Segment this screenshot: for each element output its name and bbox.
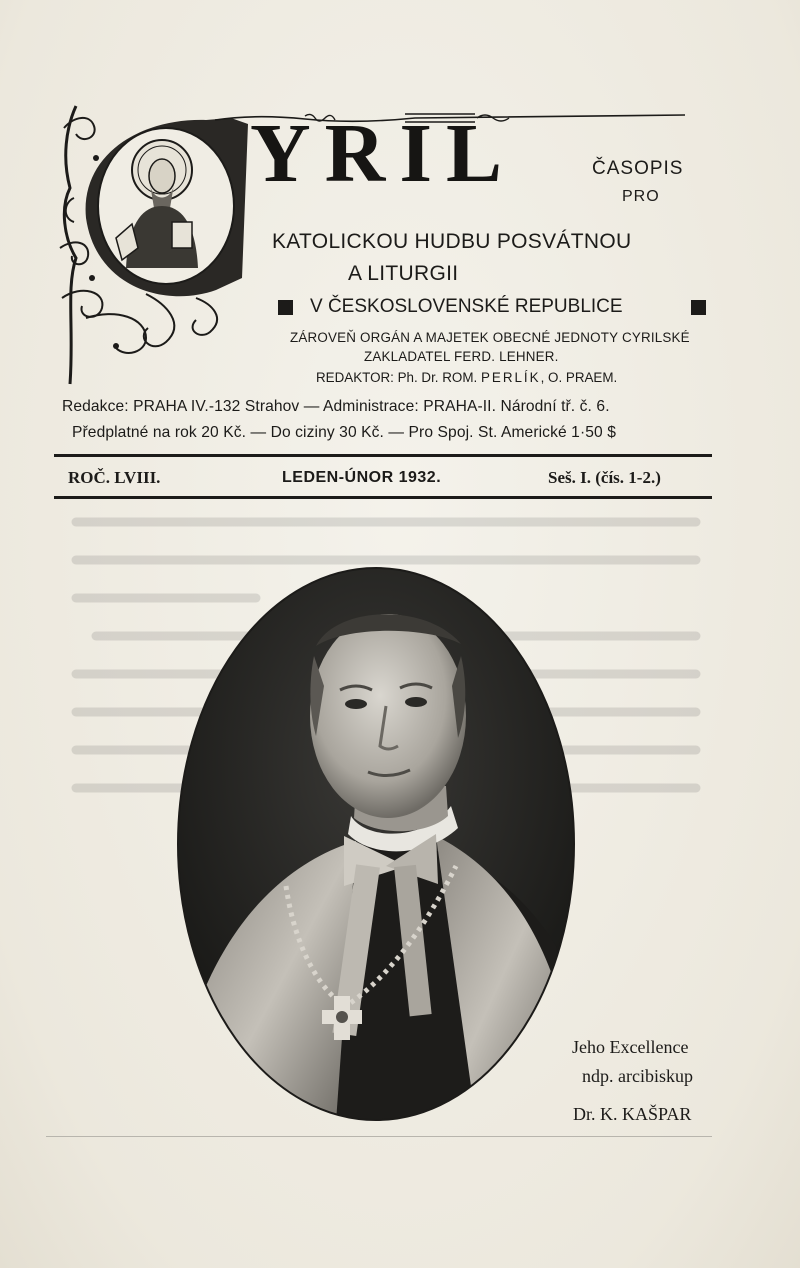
caption-line-1: Jeho Excellence [572, 1037, 689, 1057]
issue-number: Seš. I. (čís. 1-2.) [548, 468, 661, 487]
archbishop-portrait [176, 566, 576, 1122]
organ-line-2: ZAKLADATEL FERD. LEHNER. [364, 349, 559, 364]
organ-line-1: ZÁROVEŇ ORGÁN A MAJETEK OBECNÉ JEDNOTY CYRILSKÉ [290, 330, 690, 345]
caption-line-2: ndp. arcibiskup [582, 1066, 693, 1086]
editor-line [316, 370, 617, 385]
pro-label: PRO [622, 188, 660, 205]
square-bullet-icon [278, 300, 293, 315]
ornamental-initial-c-icon [56, 98, 256, 388]
square-bullet-icon [691, 300, 706, 315]
subscription-line: Předplatné na rok 20 Kč. — Do ciziny 30 Kč. — Pro Spoj. St. Americké 1·50 $ [72, 424, 616, 441]
editor-suffix: , O. PRAEM. [540, 370, 618, 385]
subtitle-line-2: A LITURGII [348, 262, 459, 285]
magazine-title: YRIL [250, 107, 517, 200]
casopis-label: ČASOPIS [592, 158, 684, 179]
divider [54, 496, 712, 499]
republic-text: V ČESKOSLOVENSKÉ REPUBLICE [310, 296, 623, 317]
bottom-divider [46, 1136, 712, 1137]
caption-name: Dr. K. KAŠPAR [573, 1104, 692, 1124]
volume-number: ROČ. LVIII. [68, 468, 161, 487]
address-line: Redakce: PRAHA IV.-132 Strahov — Administrace: PRAHA-II. Národní tř. č. 6. [62, 398, 610, 415]
issue-date: LEDEN-ÚNOR 1932. [282, 469, 442, 486]
editor-name: PERLÍK [480, 370, 541, 385]
issue-info [68, 468, 698, 490]
editor-prefix: REDAKTOR: Ph. Dr. ROM. [316, 370, 478, 385]
divider [54, 454, 712, 457]
republic-line [272, 296, 706, 320]
subtitle-line-1: KATOLICKOU HUDBU POSVÁTNOU [272, 230, 632, 253]
